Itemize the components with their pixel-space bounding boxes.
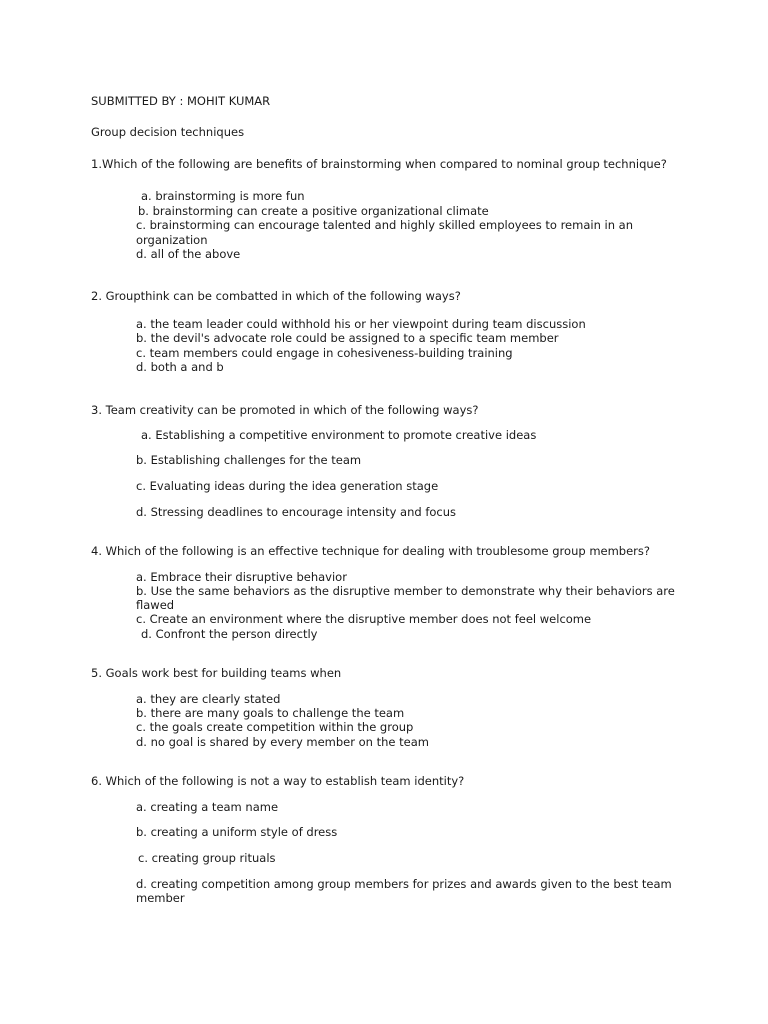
question-5-option-a: a. they are clearly stated — [136, 692, 281, 706]
question-1-option-a: a. brainstorming is more fun — [141, 189, 305, 203]
question-6: 6. Which of the following is not a way to establish team identity? — [91, 774, 465, 788]
question-2-option-d: d. both a and b — [136, 360, 224, 374]
question-1-option-d: d. all of the above — [136, 247, 241, 261]
question-5-option-c: c. the goals create competition within the group — [136, 720, 414, 734]
question-3: 3. Team creativity can be promoted in which of the following ways? — [91, 403, 479, 417]
question-2-option-b: b. the devil's advocate role could be assigned to a specific team member — [136, 331, 559, 345]
question-1-option-b: b. brainstorming can create a positive organizational climate — [138, 204, 489, 218]
question-2-option-c: c. team members could engage in cohesiveness-building training — [136, 346, 513, 360]
question-6-option-c: c. creating group rituals — [138, 851, 276, 865]
question-4-option-c: c. Create an environment where the disruptive member does not feel welcome — [136, 612, 592, 626]
question-5: 5. Goals work best for building teams when — [91, 666, 342, 680]
question-5-option-b: b. there are many goals to challenge the team — [136, 706, 405, 720]
question-2: 2. Groupthink can be combatted in which of the following ways? — [91, 289, 461, 303]
question-4-option-a: a. Embrace their disruptive behavior — [136, 570, 347, 584]
question-6-option-d: d. creating competition among group members for prizes and awards given to the best team — [136, 877, 672, 891]
question-4-option-b: b. Use the same behaviors as the disruptive member to demonstrate why their behaviors are — [136, 584, 675, 598]
document-topic: Group decision techniques — [91, 125, 245, 139]
question-6-option-b: b. creating a uniform style of dress — [136, 825, 338, 839]
question-3-option-c: c. Evaluating ideas during the idea generation stage — [136, 479, 439, 493]
question-6-option-a: a. creating a team name — [136, 800, 279, 814]
question-1: 1.Which of the following are benefits of brainstorming when compared to nominal group technique? — [91, 157, 667, 171]
question-2-option-a: a. the team leader could withhold his or her viewpoint during team discussion — [136, 317, 586, 331]
question-3-option-b: b. Establishing challenges for the team — [136, 453, 362, 467]
question-3-option-d: d. Stressing deadlines to encourage intensity and focus — [136, 505, 457, 519]
question-4: 4. Which of the following is an effective technique for dealing with troublesome group members? — [91, 544, 650, 558]
question-1-option-c-cont: organization — [136, 233, 208, 247]
submitted-by: SUBMITTED BY : MOHIT KUMAR — [91, 94, 271, 108]
question-4-option-d: d. Confront the person directly — [141, 627, 318, 641]
question-1-option-c: c. brainstorming can encourage talented and highly skilled employees to remain in an — [136, 218, 633, 232]
question-3-option-a: a. Establishing a competitive environment to promote creative ideas — [141, 428, 537, 442]
question-5-option-d: d. no goal is shared by every member on the team — [136, 735, 429, 749]
question-6-option-d-cont: member — [136, 891, 185, 905]
question-4-option-b-cont: flawed — [136, 598, 175, 612]
